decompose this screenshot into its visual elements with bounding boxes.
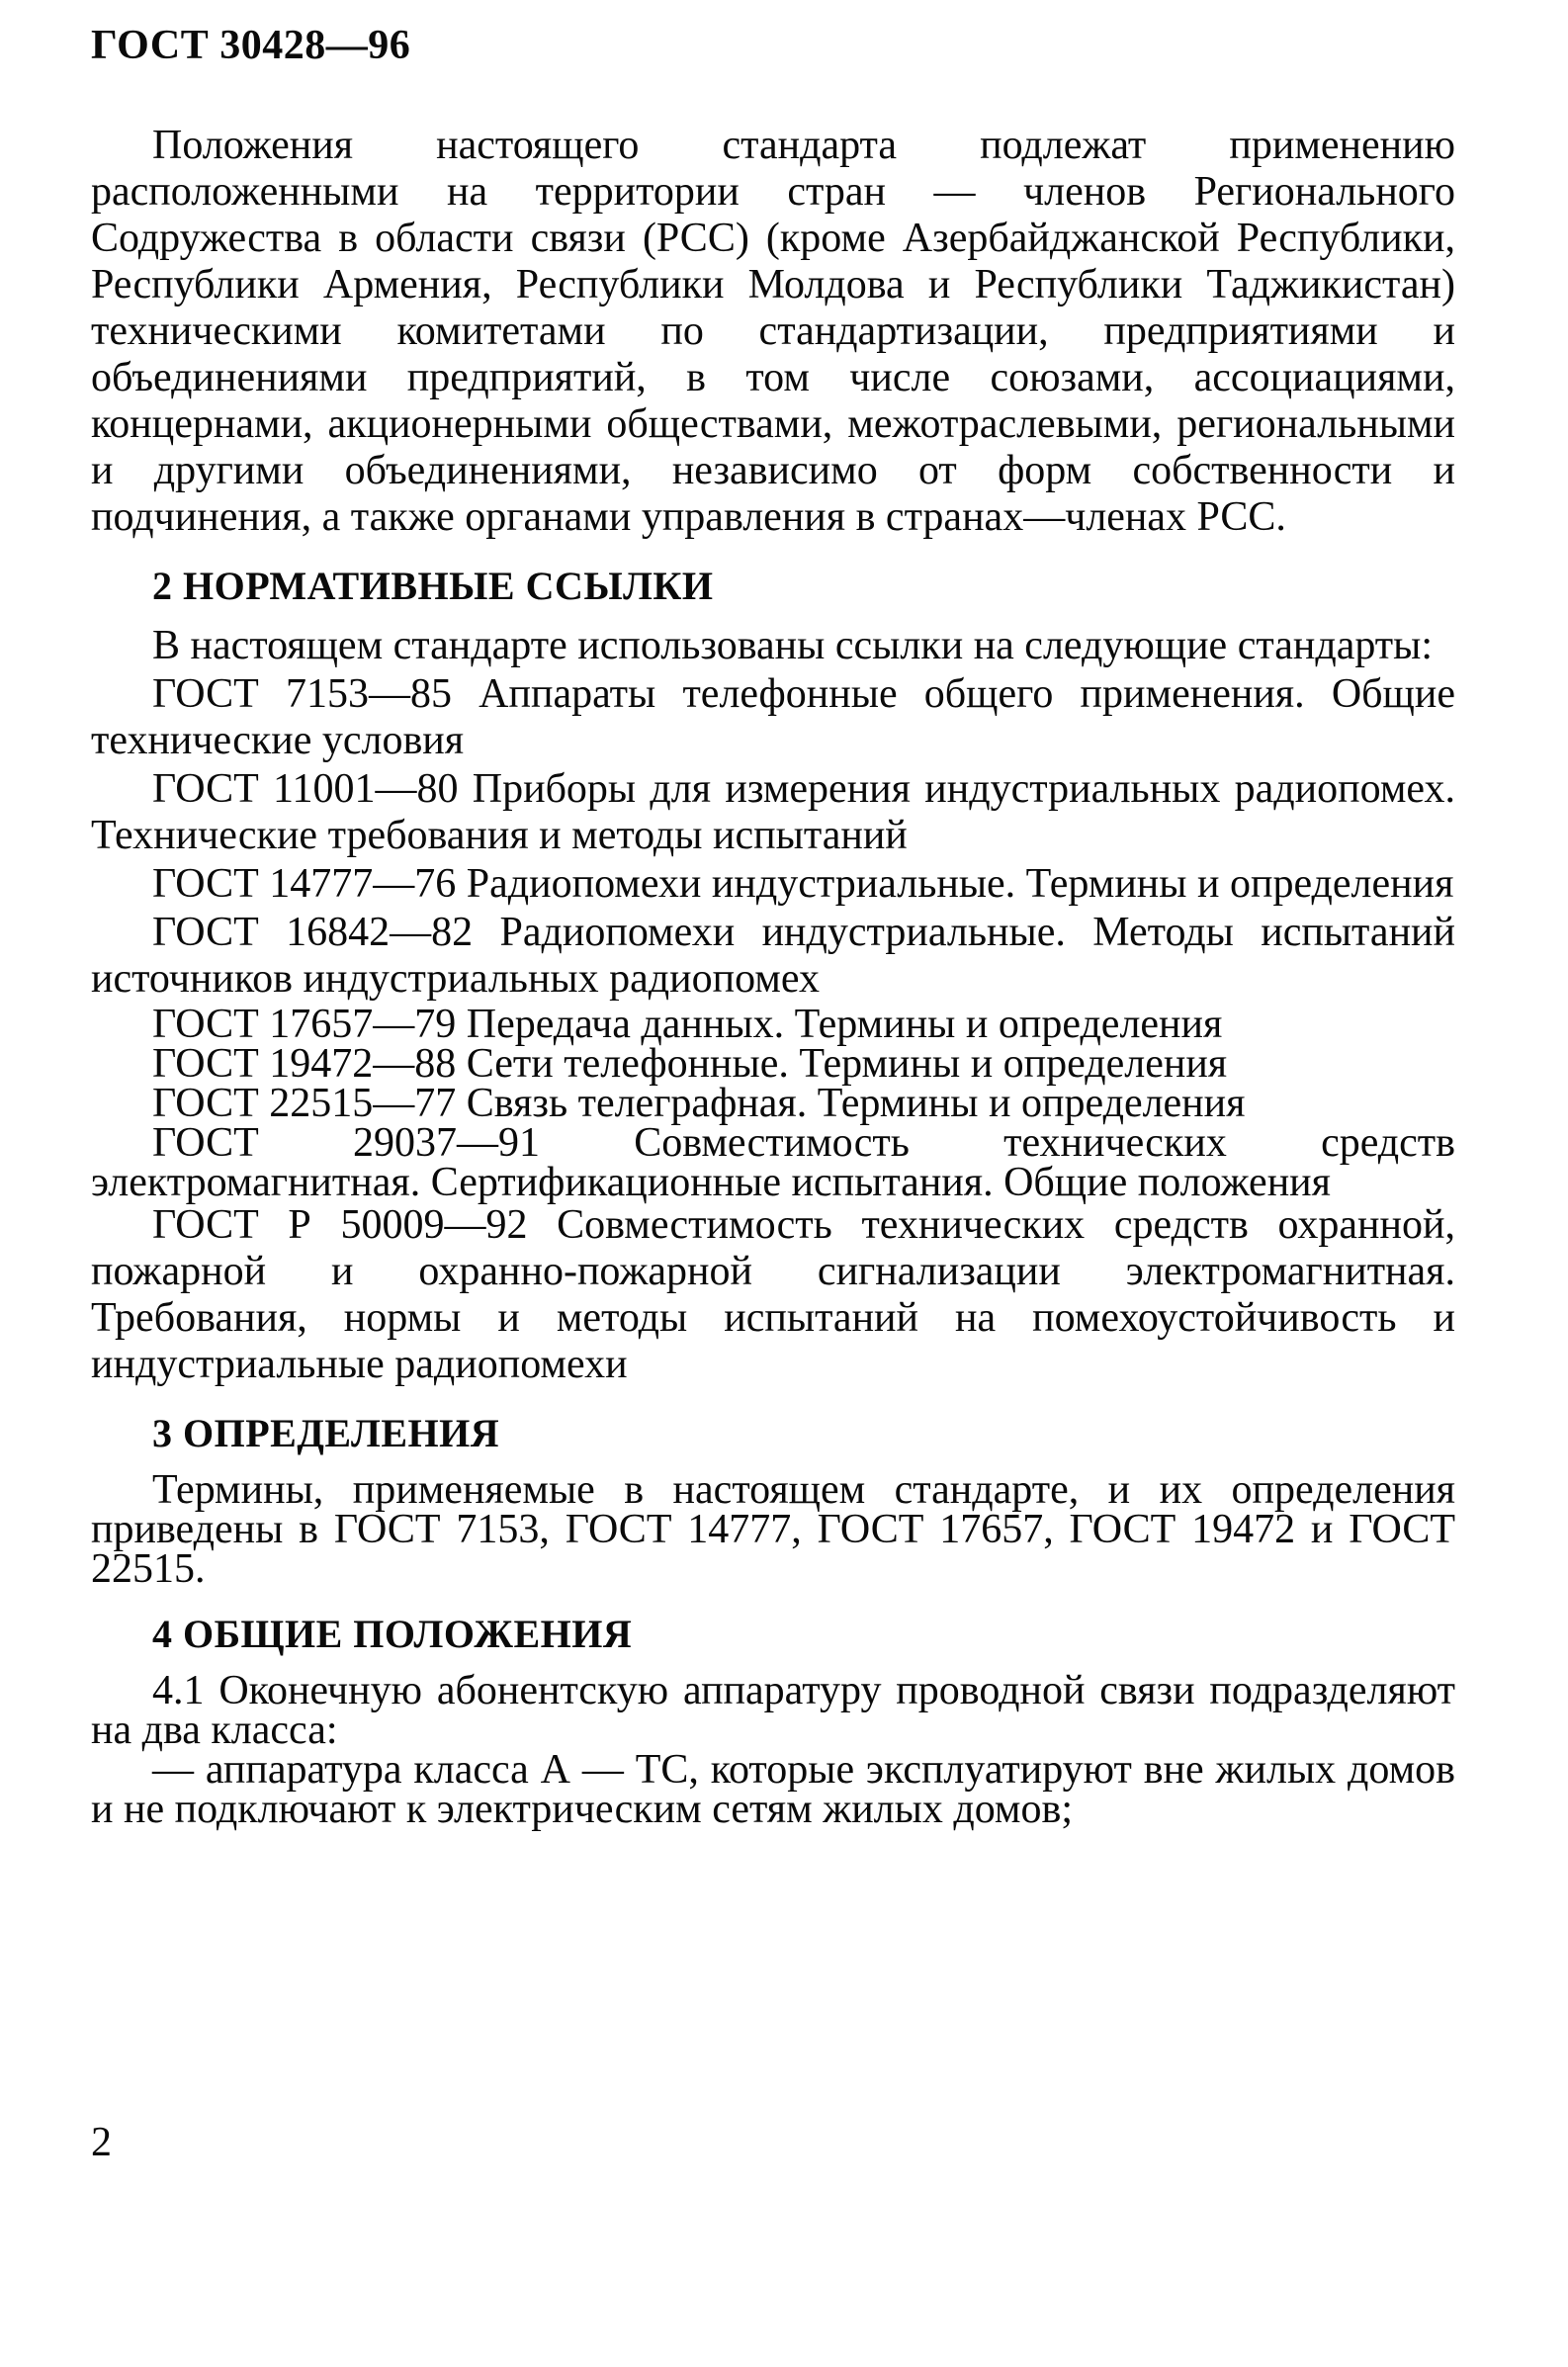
definitions-paragraph: Термины, применяемые в настоящем стандарте, и их определения приведены в ГОСТ 7153, ГОСТ 14777, ГОСТ 17657, ГОСТ 19472 и ГОСТ 22515. (91, 1467, 1455, 1592)
general-paragraph-1: 4.1 Оконечную абонентскую аппаратуру проводной связи подразделяют на два класса: (91, 1668, 1455, 1753)
document-page (91, 22, 1455, 1832)
section-3-heading: 3 ОПРЕДЕЛЕНИЯ (152, 1411, 500, 1455)
reference-item: ГОСТ 22515—77 Связь телеграфная. Термины и определения (152, 1081, 1246, 1126)
reference-item: ГОСТ 29037—91 Совместимость технических средств электромагнитная. Сертификационные испытания. Общие положения (91, 1120, 1455, 1205)
page-number: 2 (91, 2120, 112, 2165)
general-paragraph-2: — аппаратура класса А — ТС, которые эксплуатируют вне жилых домов и не подключают к электрическим сетям жилых домов; (91, 1747, 1455, 1832)
references-lead: В настоящем стандарте использованы ссылки на следующие стандарты: (152, 623, 1434, 668)
intro-paragraph: Положения настоящего стандарта подлежат применению расположенными на территории стран — членов Регионального Содружества в области связи (РСС) (кроме Азербайджанской Республики, Республики Армения, Республики Молдова и Республики Таджикистан) техническими комитетами по стандартизации, предприятиями и объединениями предприятий, в том числе союзами, ассоциациями, концернами, акционерными обществами, межотраслевыми, региональными и другими объединениями, независимо от форм собственности и подчинения, а также органами управления в странах—членах РСС. (91, 123, 1455, 540)
reference-item: ГОСТ 11001—80 Приборы для измерения индустриальных радиопомех. Технические требования и методы испытаний (91, 766, 1455, 858)
reference-item: ГОСТ 14777—76 Радиопомехи индустриальные. Термины и определения (152, 861, 1454, 907)
document-header: ГОСТ 30428—96 (91, 23, 411, 68)
reference-item: ГОСТ 19472—88 Сети телефонные. Термины и определения (152, 1041, 1228, 1087)
reference-item: ГОСТ 17657—79 Передача данных. Термины и определения (152, 1002, 1223, 1047)
section-2-heading: 2 НОРМАТИВНЫЕ ССЫЛКИ (152, 564, 714, 608)
section-4-heading: 4 ОБЩИЕ ПОЛОЖЕНИЯ (152, 1612, 633, 1656)
reference-item: ГОСТ 7153—85 Аппараты телефонные общего применения. Общие технические условия (91, 671, 1455, 763)
references-list (91, 623, 1455, 1388)
reference-item: ГОСТ 16842—82 Радиопомехи индустриальные. Методы испытаний источников индустриальных радиопомех (91, 910, 1455, 1002)
reference-item: ГОСТ Р 50009—92 Совместимость технических средств охранной, пожарной и охранно-пожарной сигнализации электромагнитная. Требования, нормы и методы испытаний на помехоустойчивость и индустриальные радиопомехи (91, 1202, 1455, 1387)
